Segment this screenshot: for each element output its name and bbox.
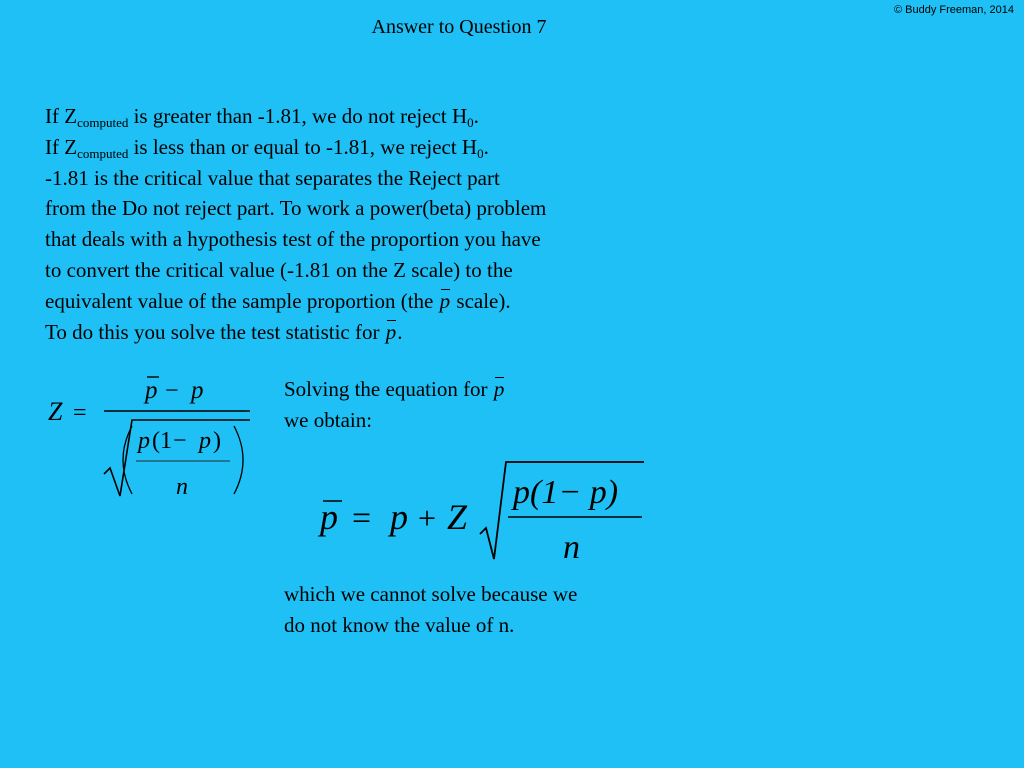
solving-line-2: we obtain: <box>284 407 373 432</box>
minus-sign: − <box>165 378 179 404</box>
text-run: If Z <box>45 104 78 128</box>
paragraph-line-5: that deals with a hypothesis test of the proportion you have <box>45 227 541 252</box>
text-run: Solving the equation for <box>284 377 493 401</box>
copyright-notice: © Buddy Freeman, 2014 <box>893 4 1014 16</box>
solving-line-1 <box>284 374 505 405</box>
n-symbol: n <box>176 474 188 500</box>
open-paren: ( <box>152 428 160 454</box>
paragraph-line-6: to convert the critical value (-1.81 on the Z scale) to the <box>45 257 513 282</box>
text-run: equivalent value of the sample proportion (the <box>45 288 439 313</box>
text-run: is greater than -1.81, we do not reject H <box>128 104 468 128</box>
p-bar-symbol: p <box>493 374 506 405</box>
p-symbol: p <box>390 497 408 537</box>
slide-title: Answer to Question 7 <box>371 16 547 38</box>
p-bar-symbol: p <box>320 497 338 537</box>
subscript-computed: computed <box>77 145 129 161</box>
plus-sign: + <box>418 500 437 536</box>
paragraph-line-8 <box>45 317 546 348</box>
subscript-computed: computed <box>77 115 129 130</box>
text-run: . <box>483 134 489 159</box>
one-digit: 1 <box>160 428 172 454</box>
text-run: is less than or equal to -1.81, we reject H <box>128 134 478 159</box>
solving-text <box>284 374 505 436</box>
text-run: . <box>473 104 479 128</box>
z-symbol: Z <box>447 497 468 537</box>
n-symbol: n <box>563 529 580 566</box>
equals-sign: = <box>73 400 87 426</box>
paragraph-line-2 <box>45 132 546 163</box>
p-symbol: p <box>138 428 150 454</box>
right-paren <box>234 426 243 494</box>
subscript-zero: 0 <box>467 115 474 130</box>
minus-sign: − <box>173 428 187 454</box>
p-bar-symbol: p <box>439 286 452 317</box>
conclusion-line-1: which we cannot solve because we <box>284 582 578 606</box>
equals-sign: = <box>352 500 372 537</box>
p-bar-symbol: p <box>145 377 158 404</box>
subscript-zero: 0 <box>477 145 484 161</box>
p-bar-symbol: p <box>385 317 398 348</box>
paragraph-line-4: from the Do not reject part. To work a power(beta) problem <box>45 196 547 221</box>
text-run: If Z <box>45 134 78 159</box>
left-paren <box>123 426 132 494</box>
p-symbol: p <box>191 377 204 404</box>
paragraph-line-1 <box>45 101 546 132</box>
test-statistic-formula <box>40 368 270 510</box>
conclusion-line-2: do not know the value of n. <box>284 612 515 637</box>
conclusion-text <box>284 579 577 641</box>
solved-formula <box>310 452 650 570</box>
text-run: scale). <box>451 288 511 313</box>
numerator: p(1− p) <box>513 474 619 511</box>
paragraph-line-7 <box>45 286 546 317</box>
z-symbol: Z <box>48 397 63 426</box>
paragraph-line-3: -1.81 is the critical value that separates the Reject part <box>45 165 500 190</box>
p-symbol: p <box>199 428 211 454</box>
text-run: . <box>397 319 403 344</box>
text-run: To do this you solve the test statistic for <box>45 319 385 344</box>
explanation-paragraph <box>45 101 546 347</box>
close-paren: ) <box>213 428 221 454</box>
